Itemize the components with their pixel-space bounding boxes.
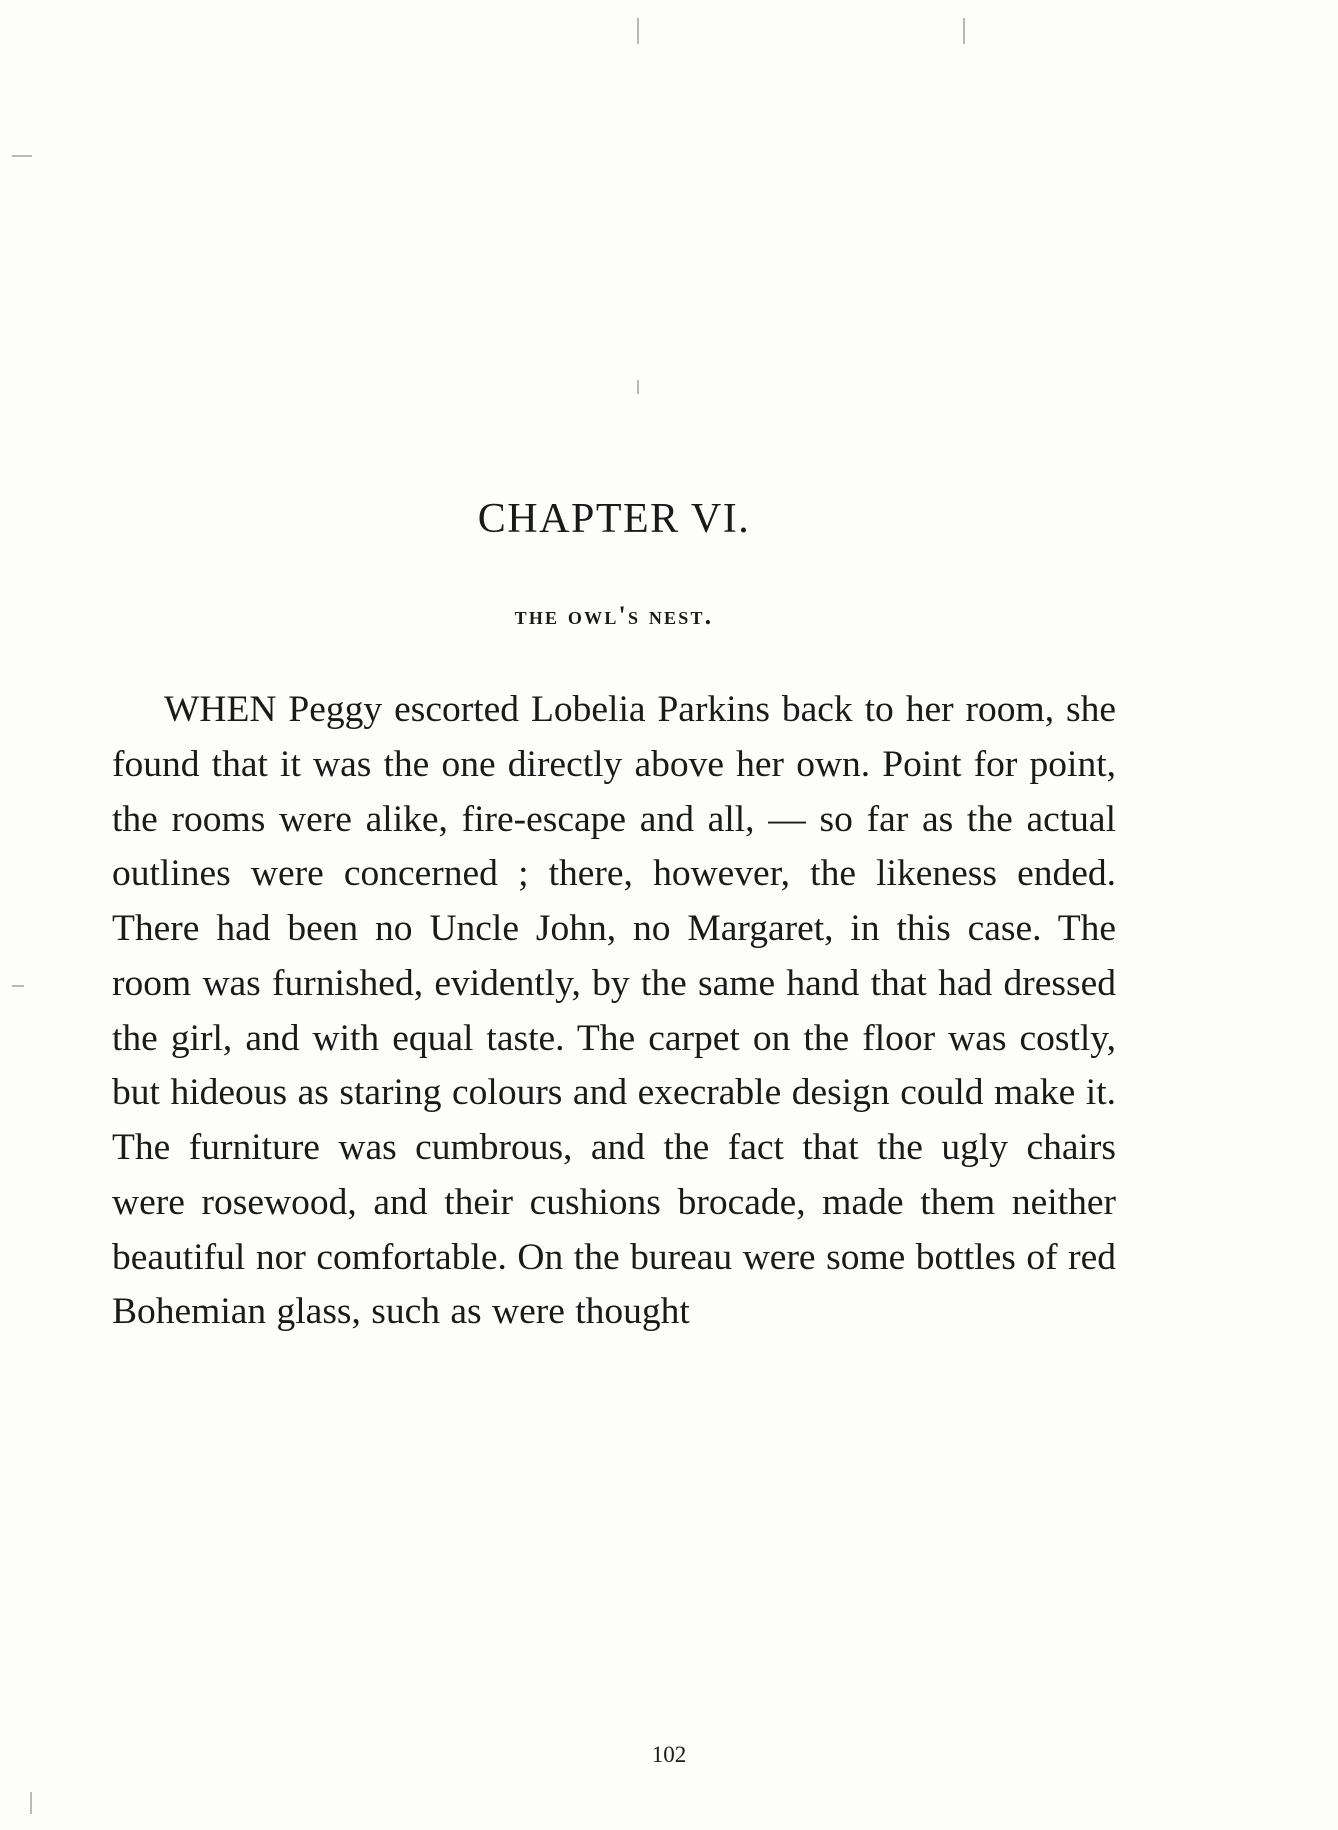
registration-tick-left-lower [12, 985, 24, 987]
chapter-subtitle: the owl's nest. [514, 601, 714, 630]
body-text: Peggy escorted Lobelia Parkins back to her room, she found that it was the one directly above her own. Point for point, the rooms were alike, fire-escape and all, — so far as the actual outlines were concerned ; there, however, the likeness ended. There had been no Uncle John, no Margaret, in this case. The room was furnished, evidently, by the same hand that had dressed the girl, and with equal taste. The carpet on the floor was costly, but hideous as staring colours and execrable design could make it. The furniture was cumbrous, and the fact that the ugly chairs were rosewood, and their cushions brocade, made them neither beautiful nor comfortable. On the bureau were some bottles of red Bohemian glass, such as were thought [112, 689, 1117, 1333]
page-content [112, 0, 1116, 1378]
page-number: 102 [651, 1742, 687, 1767]
registration-tick-left-upper [12, 155, 32, 157]
opening-small-caps: WHEN [164, 689, 277, 730]
body-paragraph [112, 683, 1116, 1340]
registration-tick-bottom-left [30, 1792, 32, 1814]
chapter-title: CHAPTER VI. [477, 496, 751, 542]
